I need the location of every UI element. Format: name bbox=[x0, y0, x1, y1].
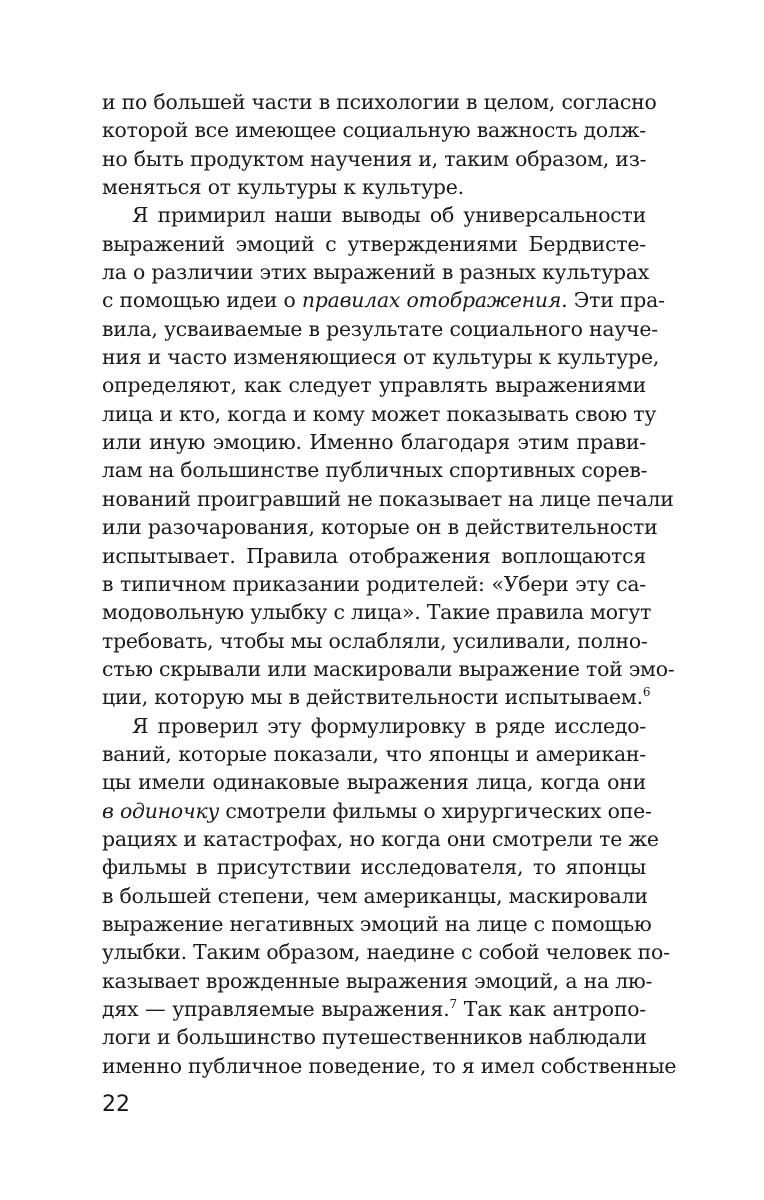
text-line: вила, усваиваемые в результате социального науче- bbox=[102, 316, 658, 341]
text-line: ния и часто изменяющиеся от культуры к культуре, bbox=[102, 345, 660, 370]
text-line: модовольную улыбку с лица». Такие правила могут bbox=[102, 600, 652, 625]
text-line: с помощью идеи о правилах отображения. Эти пра- bbox=[102, 288, 665, 313]
text-line: Я проверил эту формулировку в ряде исследо- bbox=[132, 713, 646, 738]
page-number: 22 bbox=[102, 1092, 130, 1117]
text-line: выражений эмоций с утверждениями Бердвисте- bbox=[102, 231, 646, 256]
text-line: ла о различии этих выражений в разных культурах bbox=[102, 260, 650, 285]
footnote-ref: 6 bbox=[642, 685, 651, 700]
text-line: нований проигравший не показывает на лице печали bbox=[102, 486, 674, 511]
text-line: рациях и катастрофах, но когда они смотрели те же bbox=[102, 826, 659, 851]
text-line: казывает врожденные выражения эмоций, а на лю- bbox=[102, 968, 653, 993]
text-line: определяют, как следует управлять выражениями bbox=[102, 373, 646, 398]
text-line: Я примирил наши выводы об универсальности bbox=[132, 203, 646, 228]
text-line: которой все имеющее социальную важность долж- bbox=[102, 118, 646, 143]
text-line: стью скрывали или маскировали выражение той эмо- bbox=[102, 656, 675, 681]
text-line: лам на большинстве публичных спортивных сорев- bbox=[102, 458, 648, 483]
text-line: но быть продуктом научения и, таким образом, из- bbox=[102, 146, 647, 171]
book-page-text bbox=[102, 88, 677, 1080]
text-line: или иную эмоцию. Именно благодаря этим прави- bbox=[102, 430, 646, 455]
text-line: именно публичное поведение, то я имел собственные bbox=[102, 1053, 677, 1078]
text-line: фильмы в присутствии исследователя, то японцы bbox=[102, 855, 646, 880]
text-line: в одиночку смотрели фильмы о хирургических опе- bbox=[102, 798, 652, 823]
footnote-ref: 7 bbox=[449, 997, 457, 1011]
text-line: и по большей части в психологии в целом, согласно bbox=[102, 90, 657, 114]
text-line: испытывает. Правила отображения воплощаются bbox=[102, 543, 646, 568]
text-line: требовать, чтобы мы ослабляли, усиливали, полно- bbox=[102, 628, 648, 653]
text-line: в типичном приказании родителей: «Убери эту са- bbox=[102, 571, 646, 596]
text-line: дях — управляемые выражения.$^7$ Так как антропо- bbox=[102, 997, 646, 1021]
text-line: улыбки. Таким образом, наедине с собой человек по- bbox=[102, 940, 670, 965]
italic-term: правилах отображения bbox=[301, 288, 562, 313]
text-line: меняться от культуры к культуре. bbox=[102, 175, 464, 200]
text-line: логи и большинство путешественников наблюдали bbox=[102, 1025, 647, 1050]
text-line: лица и кто, когда и кому может показывать свою ту bbox=[102, 401, 657, 426]
text-line: ваний, которые показали, что японцы и американ- bbox=[102, 741, 646, 766]
text-line: в большей степени, чем американцы, маскировали bbox=[102, 883, 648, 908]
italic-term: в одиночку bbox=[102, 798, 220, 823]
text-line: выражение негативных эмоций на лице с помощью bbox=[102, 911, 652, 936]
text-line: или разочарования, которые он в действительности bbox=[102, 515, 658, 540]
text-line: цы имели одинаковые выражения лица, когда они bbox=[102, 770, 646, 795]
text-line: ции, которую мы в действительности испытываем.$^6$ bbox=[102, 685, 651, 710]
